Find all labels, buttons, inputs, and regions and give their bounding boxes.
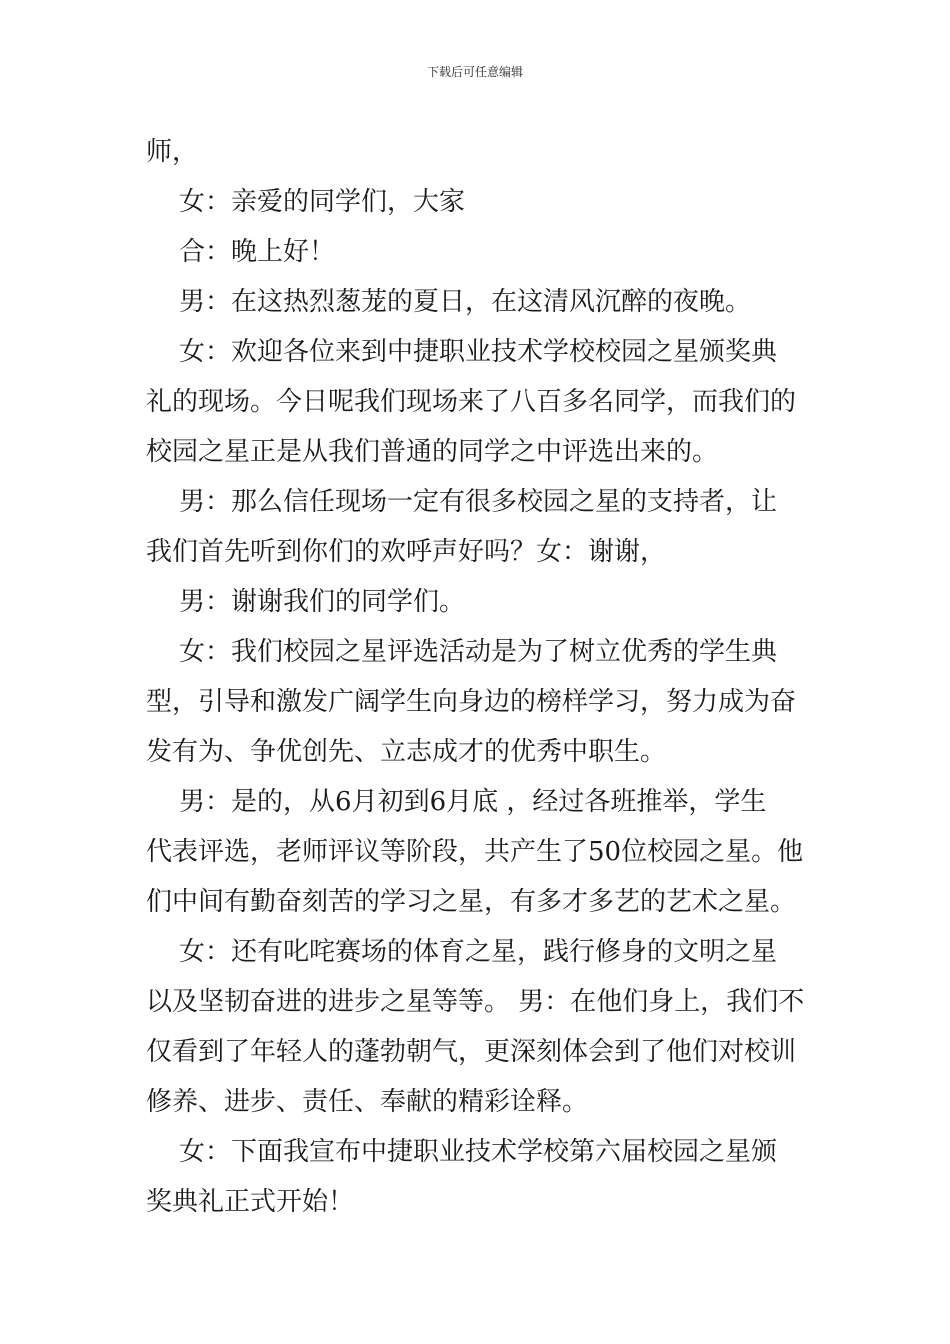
text-line: 修养、进步、责任、奉献的精彩诠释。 (146, 1087, 589, 1117)
document-body (146, 127, 812, 1227)
text-line: 师， (146, 137, 199, 167)
text-line: 男：谢谢我们的同学们。 (146, 587, 466, 617)
text-line: 男：那么信任现场一定有很多校园之星的支持者，让 (146, 487, 778, 517)
text-line: 发有为、争优创先、立志成才的优秀中职生。 (146, 737, 667, 767)
text-line: 女：还有叱咤赛场的体育之星，践行修身的文明之星 (146, 937, 778, 967)
text-line: 女：亲爱的同学们，大家 (146, 187, 466, 217)
text-line: 女：我们校园之星评选活动是为了树立优秀的学生典 (146, 637, 778, 667)
text-line: 礼的现场。今日呢我们现场来了八百多名同学，而我们的 (146, 387, 797, 417)
text-line: 男：在这热烈葱茏的夏日，在这清风沉醉的夜晚。 (146, 287, 752, 317)
text-line: 我们首先听到你们的欢呼声好吗？女：谢谢， (146, 537, 667, 567)
text-line: 男：是的，从6月初到6月底 ，经过各班推举，学生 (146, 787, 767, 817)
text-line: 女：下面我宣布中捷职业技术学校第六届校园之星颁 (146, 1137, 778, 1167)
text-line: 代表评选，老师评议等阶段，共产生了50位校园之星。他 (146, 837, 804, 867)
text-line: 型，引导和激发广阔学生向身边的榜样学习，努力成为奋 (146, 687, 797, 717)
text-line: 女：欢迎各位来到中捷职业技术学校校园之星颁奖典 (146, 337, 778, 367)
text-line: 们中间有勤奋刻苦的学习之星，有多才多艺的艺术之星。 (146, 887, 797, 917)
text-line: 仅看到了年轻人的蓬勃朝气，更深刻体会到了他们对校训 (146, 1037, 797, 1067)
page-header: 下载后可任意编辑 (426, 65, 523, 79)
text-line: 奖典礼正式开始！ (146, 1187, 355, 1217)
text-line: 合：晚上好！ (146, 237, 336, 267)
text-line: 以及坚韧奋进的进步之星等等。 男：在他们身上，我们不 (146, 987, 805, 1017)
text-line: 校园之星正是从我们普通的同学之中评选出来的。 (146, 437, 719, 467)
